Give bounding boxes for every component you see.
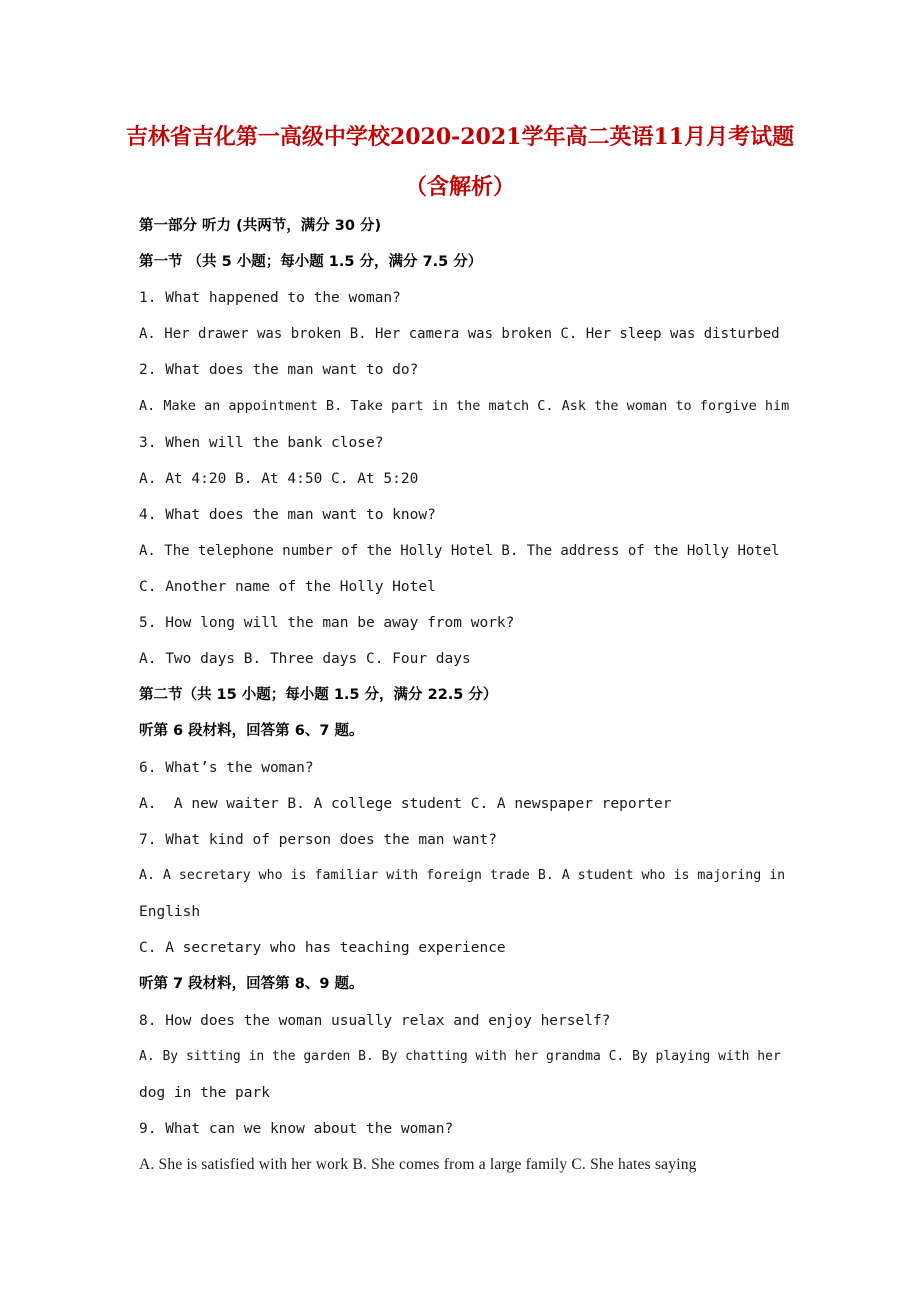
answer-options: A. Her drawer was broken B. Her camera was broken C. Her sleep was disturbed xyxy=(139,326,780,342)
question-text: 2. What does the man want to do? xyxy=(139,362,419,378)
answer-options: C. Another name of the Holly Hotel xyxy=(139,579,436,595)
instruction-text: 听第 7 段材料，回答第 8、9 题。 xyxy=(139,976,364,992)
question-text: 1. What happened to the woman? xyxy=(139,290,401,306)
document-title: 吉林省吉化第一高级中学校2020-2021学年高二英语11月月考试题 xyxy=(125,124,795,150)
subsection-heading: 第二节（共 15 小题；每小题 1.5 分，满分 22.5 分） xyxy=(139,687,498,703)
answer-options: A. By sitting in the garden B. By chatting with her grandma C. By playing with her xyxy=(139,1049,781,1064)
answer-options-continued: dog in the park xyxy=(139,1085,270,1101)
subsection-heading: 第一节 （共 5 小题；每小题 1.5 分，满分 7.5 分） xyxy=(139,254,483,270)
answer-options: A. A secretary who is familiar with foreign trade B. A student who is majoring in xyxy=(139,868,786,883)
question-text: 7. What kind of person does the man want? xyxy=(139,832,497,848)
instruction-text: 听第 6 段材料，回答第 6、7 题。 xyxy=(139,723,364,739)
answer-options: A. Make an appointment B. Take part in the match C. Ask the woman to forgive him xyxy=(139,398,789,414)
answer-options: A. At 4:20 B. At 4:50 C. At 5:20 xyxy=(139,471,419,487)
question-text: 4. What does the man want to know? xyxy=(139,507,436,523)
answer-options: A. She is satisfied with her work B. She comes from a large family C. She hates saying xyxy=(139,1156,697,1173)
answer-options-continued: English xyxy=(139,904,201,920)
section-heading: 第一部分 听力 (共两节，满分 30 分) xyxy=(139,218,382,234)
question-text: 9. What can we know about the woman? xyxy=(139,1121,454,1137)
question-text: 3. When will the bank close? xyxy=(139,435,384,451)
document-subtitle: （含解析） xyxy=(404,174,515,200)
question-text: 6. What’s the woman? xyxy=(139,760,314,776)
answer-options: A. The telephone number of the Holly Hotel B. The address of the Holly Hotel xyxy=(139,543,780,559)
question-text: 8. How does the woman usually relax and enjoy herself? xyxy=(139,1013,611,1029)
answer-options: A. A new waiter B. A college student C. A newspaper reporter xyxy=(139,796,672,812)
answer-options: A. Two days B. Three days C. Four days xyxy=(139,651,471,667)
answer-options: C. A secretary who has teaching experience xyxy=(139,940,506,956)
question-text: 5. How long will the man be away from work? xyxy=(139,615,515,631)
